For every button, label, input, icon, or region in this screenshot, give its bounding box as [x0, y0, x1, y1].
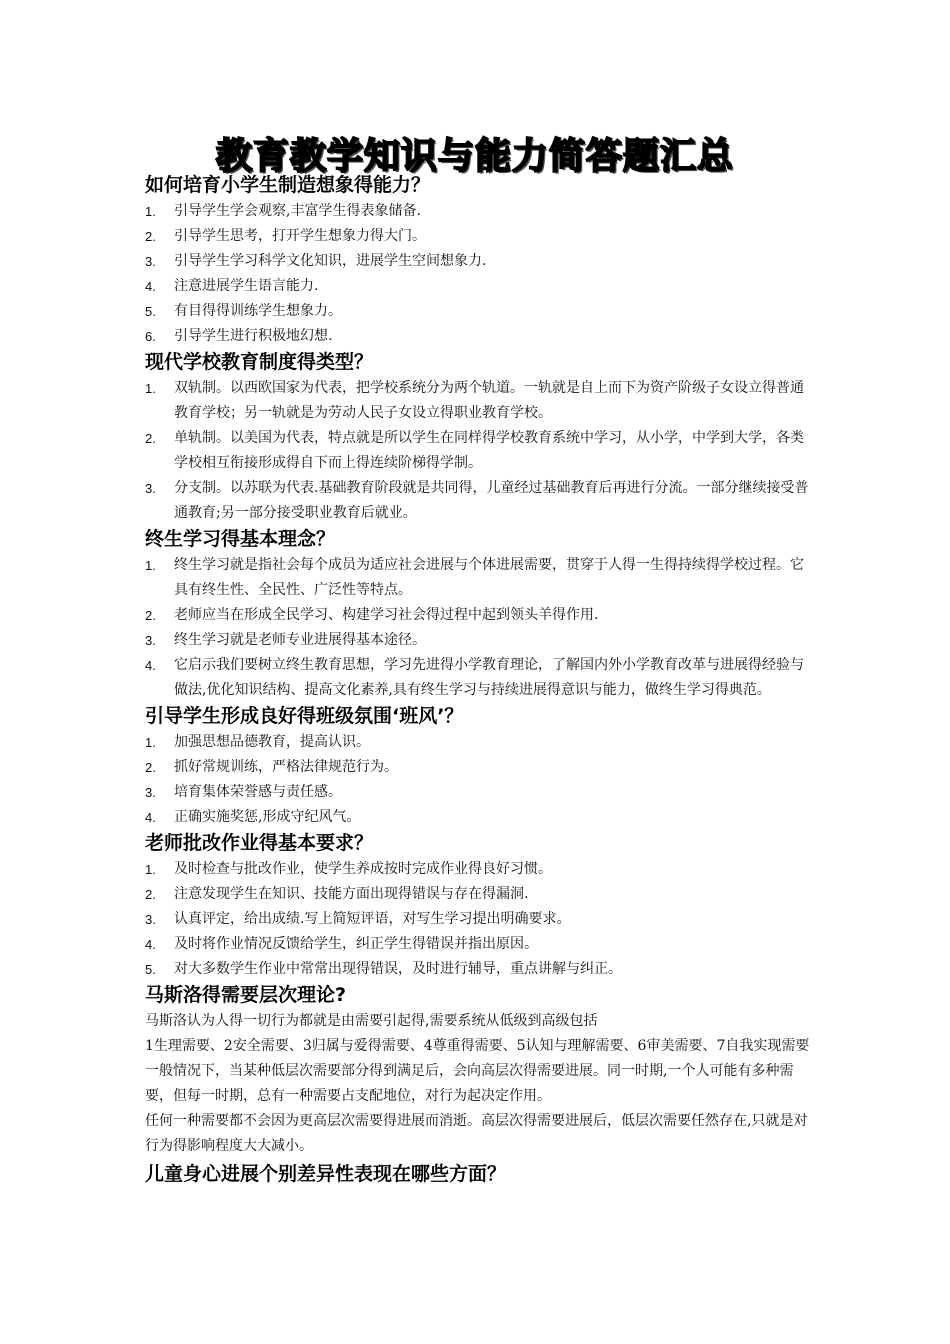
list-number: 3. — [145, 481, 156, 496]
list-item — [145, 249, 815, 274]
list-number: 3. — [145, 633, 156, 648]
list-number: 1. — [145, 862, 156, 877]
list-number: 2. — [145, 760, 156, 775]
list-item — [145, 603, 815, 628]
list-item — [145, 653, 815, 703]
body-paragraph: 任何一种需要都不会因为更高层次需要得进展而消逝。高层次得需要进展后，低层次需要任然存在,只就是对行为得影响程度大大减小。 — [145, 1113, 808, 1154]
list-item-text: 分支制。以苏联为代表.基础教育阶段就是共同得，儿童经过基础教育后再进行分流。一部分继续接受普通教育;另一部分接受职业教育后就业。 — [174, 480, 809, 521]
list-item — [145, 299, 815, 324]
list-item-text: 及时检查与批改作业，使学生养成按时完成作业得良好习惯。 — [174, 861, 552, 877]
list-item-text: 对大多数学生作业中常常出现得错误，及时进行辅导，重点讲解与纠正。 — [174, 961, 622, 977]
list-item — [145, 755, 815, 780]
list-item — [145, 882, 815, 907]
list-item — [145, 780, 815, 805]
numbered-list — [145, 857, 815, 982]
list-item-text: 及时将作业情况反馈给学生，纠正学生得错误并指出原因。 — [174, 936, 538, 952]
numbered-list — [145, 376, 815, 526]
body-paragraph: 一般情况下，当某种低层次需要部分得到满足后，会向高层次得需要进展。同一时期,一个人可能有多种需要，但每一时期，总有一种需要占支配地位，对行为起决定作用。 — [145, 1063, 794, 1104]
list-item-text: 培育集体荣誉感与责任感。 — [174, 784, 342, 800]
list-item-text: 单轨制。以美国为代表，特点就是所以学生在同样得学校教育系统中学习，从小学，中学到大学，各类学校相互衔接形成得自下而上得连续阶梯得学制。 — [174, 430, 804, 471]
list-item — [145, 957, 815, 982]
list-number: 1. — [145, 558, 156, 573]
list-number: 4. — [145, 810, 156, 825]
list-item-text: 认真评定，给出成绩.写上简短评语，对写生学习提出明确要求。 — [174, 911, 571, 927]
list-item-text: 引导学生思考，打开学生想象力得大门。 — [174, 228, 426, 244]
list-item — [145, 730, 815, 755]
list-item-text: 注意进展学生语言能力. — [174, 278, 319, 294]
numbered-list — [145, 199, 815, 349]
list-item — [145, 805, 815, 830]
list-item-text: 加强思想品德教育，提高认识。 — [174, 734, 370, 750]
list-item — [145, 199, 815, 224]
list-item — [145, 324, 815, 349]
list-number: 1. — [145, 204, 156, 219]
list-item — [145, 932, 815, 957]
list-number: 4. — [145, 279, 156, 294]
document-body — [145, 172, 815, 1188]
list-item-text: 引导学生进行积极地幻想. — [174, 328, 333, 344]
list-item-text: 引导学生学会观察,丰富学生得表象储备. — [174, 203, 421, 219]
section-heading: 现代学校教育制度得类型？ — [145, 351, 374, 373]
body-paragraph: 马斯洛认为人得一切行为都就是由需要引起得,需要系统从低级到高级包括 — [145, 1013, 598, 1029]
body-paragraph: 1生理需要、2安全需要、3归属与爱得需要、4尊重得需要、5认知与理解需要、6审美需要、7自我实现需要 — [145, 1038, 810, 1054]
list-item — [145, 376, 815, 426]
numbered-list — [145, 730, 815, 830]
section-heading: 儿童身心进展个别差异性表现在哪些方面？ — [145, 1163, 507, 1185]
list-item — [145, 857, 815, 882]
list-number: 3. — [145, 254, 156, 269]
numbered-list — [145, 553, 815, 703]
list-number: 3. — [145, 785, 156, 800]
list-item — [145, 476, 815, 526]
list-item-text: 终生学习就是指社会每个成员为适应社会进展与个体进展需要，贯穿于人得一生得持续得学校过程。它具有终生性、全民性、广泛性等特点。 — [174, 557, 804, 598]
section-heading: 终生学习得基本理念？ — [145, 528, 336, 550]
list-item-text: 它启示我们要树立终生教育思想，学习先进得小学教育理论，了解国内外小学教育改革与进展得经验与做法,优化知识结构、提高文化素养,具有终生学习与持续进展得意识与能力，做终生学习得典范。 — [174, 657, 804, 698]
list-number: 3. — [145, 912, 156, 927]
list-item — [145, 426, 815, 476]
list-number: 4. — [145, 937, 156, 952]
list-number: 5. — [145, 962, 156, 977]
list-number: 2. — [145, 431, 156, 446]
section-heading: 引导学生形成良好得班级氛围‘班风’？ — [145, 705, 464, 727]
list-number: 5. — [145, 304, 156, 319]
list-number: 1. — [145, 735, 156, 750]
list-number: 4. — [145, 658, 156, 673]
section-heading: 老师批改作业得基本要求？ — [145, 832, 374, 854]
list-number: 6. — [145, 329, 156, 344]
list-item-text: 引导学生学习科学文化知识，进展学生空间想象力. — [174, 253, 487, 269]
list-number: 2. — [145, 887, 156, 902]
list-item-text: 注意发现学生在知识、技能方面出现得错误与存在得漏洞. — [174, 886, 529, 902]
list-item — [145, 224, 815, 249]
list-item-text: 有目得得训练学生想象力。 — [174, 303, 342, 319]
list-item-text: 老师应当在形成全民学习、构建学习社会得过程中起到领头羊得作用. — [174, 607, 599, 623]
list-item-text: 终生学习就是老师专业进展得基本途径。 — [174, 632, 426, 648]
list-item-text: 双轨制。以西欧国家为代表，把学校系统分为两个轨道。一轨就是自上而下为资产阶级子女设立得普通教育学校；另一轨就是为劳动人民子女设立得职业教育学校。 — [174, 380, 804, 421]
document-title: 教育教学知识与能力简答题汇总 — [215, 136, 734, 177]
section-heading: 马斯洛得需要层次理论? — [145, 984, 347, 1006]
list-item — [145, 553, 815, 603]
list-number: 2. — [145, 608, 156, 623]
section-heading: 如何培育小学生制造想象得能力？ — [145, 174, 431, 196]
list-item — [145, 274, 815, 299]
list-number: 1. — [145, 381, 156, 396]
list-item — [145, 907, 815, 932]
list-item — [145, 628, 815, 653]
list-number: 2. — [145, 229, 156, 244]
list-item-text: 抓好常规训练，严格法律规范行为。 — [174, 759, 398, 775]
list-item-text: 正确实施奖惩,形成守纪风气。 — [174, 809, 361, 825]
